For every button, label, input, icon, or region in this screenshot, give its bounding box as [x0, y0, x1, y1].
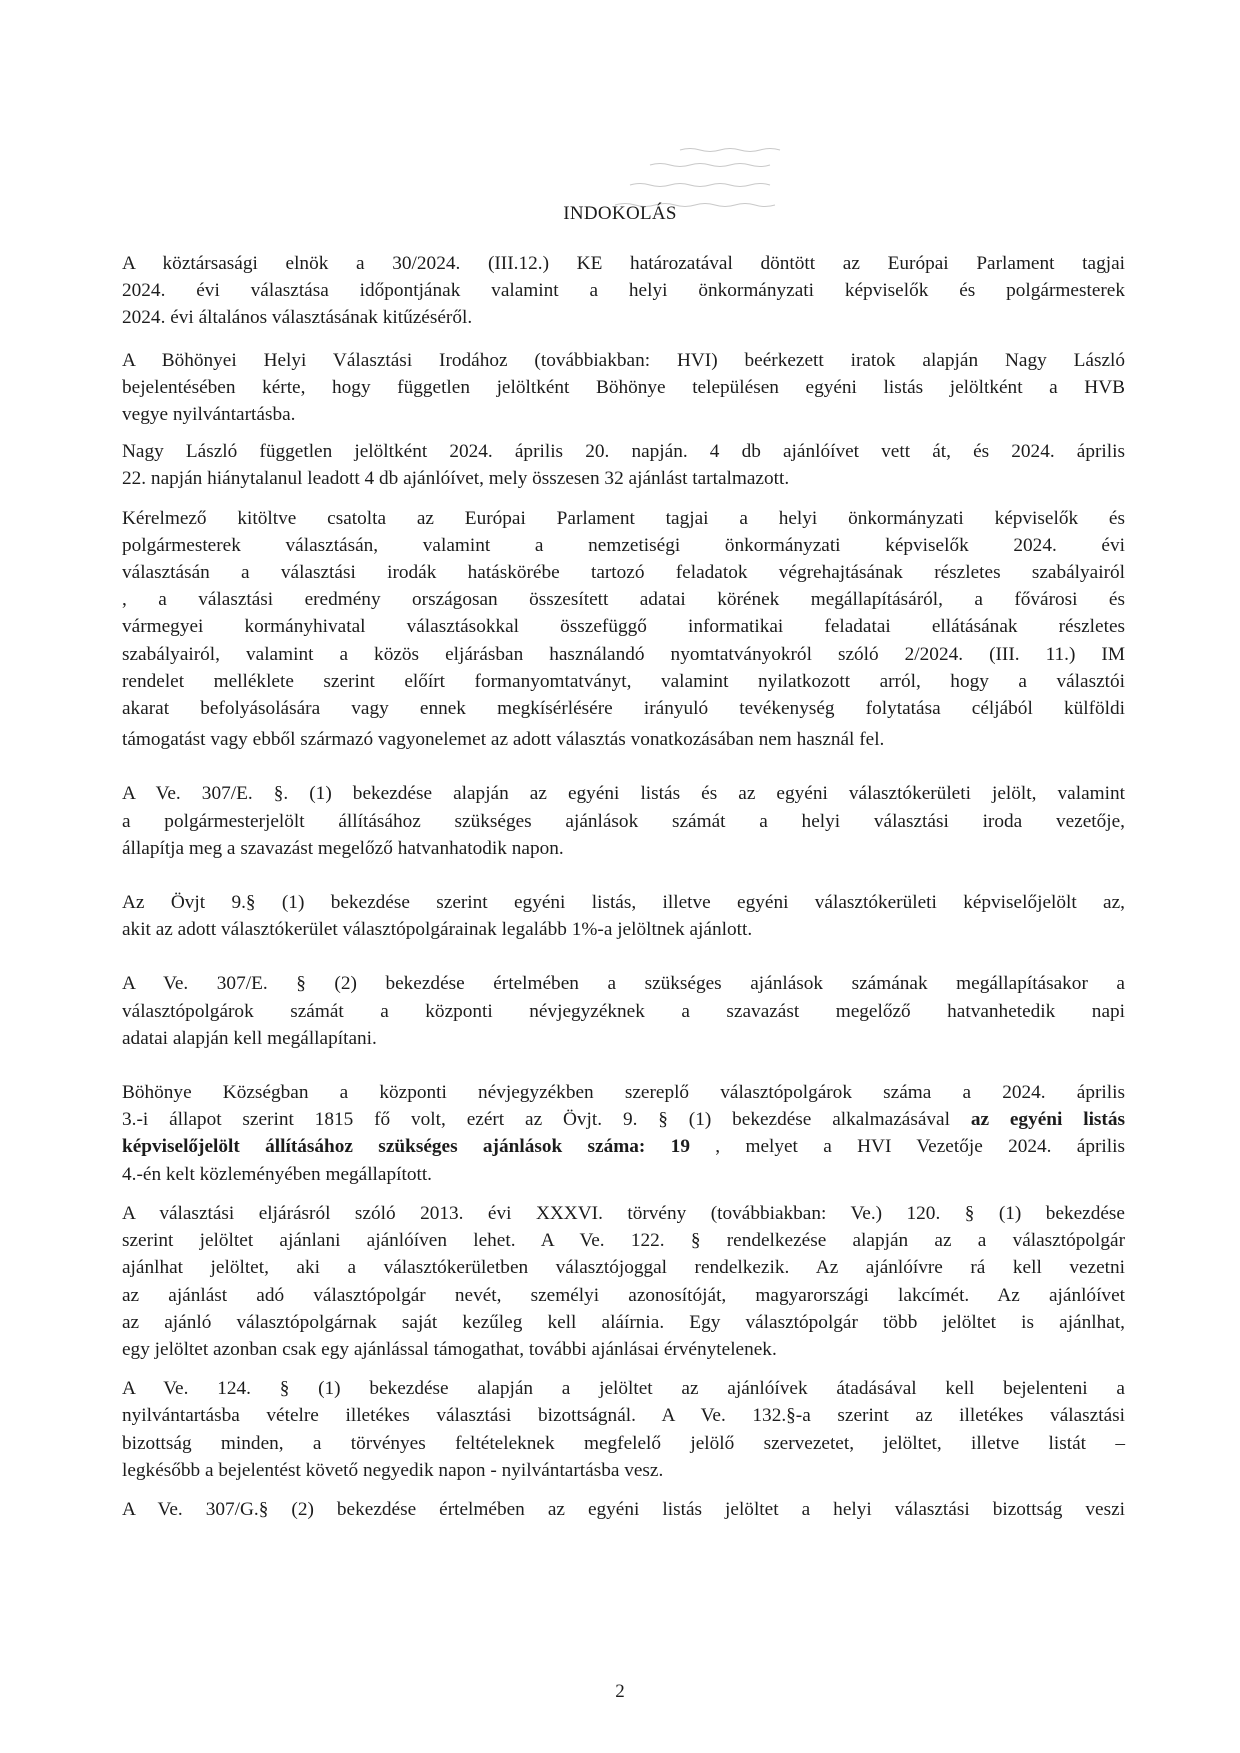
text-line: , a választási eredmény országosan összesített adatai körének megállapításáról, a fővárosi és — [122, 589, 1125, 611]
text-line: A választási eljárásról szóló 2013. évi XXXVI. törvény (továbbiakban: Ve.) 120. § (1) bekezdése — [122, 1202, 1125, 1224]
text-line: ajánlhat jelöltet, aki a választókerületben választójoggal rendelkezik. Az ajánlóívre rá kell vezetni — [122, 1257, 1125, 1279]
text-line: polgármesterek választásán, valamint a nemzetiségi önkormányzati képviselők 2024. évi — [122, 534, 1125, 556]
text-line: A Ve. 307/G.§ (2) bekezdése értelmében az egyéni listás jelöltet a helyi választási bizottság veszi — [122, 1498, 1125, 1520]
paragraph — [122, 970, 1125, 1052]
document-title: INDOKOLÁS — [563, 203, 677, 224]
bold-emphasis: képviselőjelölt állításához szükséges ajánlások száma: 19 — [122, 1136, 690, 1158]
bold-emphasis: az egyéni listás — [970, 1109, 1125, 1131]
text-line: 2024. évi választása időpontjának valamint a helyi önkormányzati képviselők és polgármesterek — [122, 280, 1125, 302]
text-line: A köztársasági elnök a 30/2024. (III.12.) KE határozatával döntött az Európai Parlament tagjai — [122, 253, 1125, 274]
paragraph — [122, 780, 1125, 862]
paragraph — [122, 438, 1125, 492]
text-line: 22. napján hiánytalanul leadott 4 db ajánlóívet, mely összesen 32 ajánlást tartalmazott. — [122, 468, 790, 490]
document-body — [122, 250, 1125, 1523]
text-line: bizottság minden, a törvényes feltételeknek megfelelő jelölő szervezetet, jelöltet, illetve listát – — [122, 1432, 1125, 1454]
text-line: 3.-i állapot szerint 1815 fő volt, ezért az Övjt. 9. § (1) bekezdése alkalmazásával az egyéni listás — [122, 1109, 1125, 1131]
text-line: a polgármesterjelölt állításához szükséges ajánlások számát a helyi választási iroda vezetője, — [122, 810, 1125, 832]
text-line: választásán a választási irodák hatáskörébe tartozó feladatok végrehajtásának részletes szabályairól — [122, 562, 1125, 584]
text-line: nyilvántartásba vételre illetékes választási bizottságnál. A Ve. 132.§-a szerint az illetékes választási — [122, 1405, 1125, 1427]
paragraph — [122, 1079, 1125, 1188]
text-line: Nagy László független jelöltként 2024. április 20. napján. 4 db ajánlóívet vett át, és 2024. április — [122, 441, 1125, 463]
text-line: akit az adott választókerület választópolgárainak legalább 1%-a jelöltnek ajánlott. — [122, 919, 753, 941]
text-line: rendelet melléklete szerint előírt formanyomtatványt, valamint nyilatkozott arról, hogy a választói — [122, 670, 1125, 692]
text-line: választópolgárok számát a központi névjegyzéknek a szavazást megelőző hatvanhetedik napi — [122, 1000, 1125, 1022]
text-line: bejelentésében kérte, hogy független jelöltként Böhönye településen egyéni listás jelöltként a HVB — [122, 376, 1125, 398]
text-line: Böhönye Községban a központi névjegyzékben szereplő választópolgárok száma a 2024. április — [122, 1082, 1125, 1104]
paragraph — [122, 347, 1125, 429]
text-line: akarat befolyásolására vagy ennek megkísérlésére irányuló tevékenység folytatása céljából külföldi — [122, 698, 1125, 720]
text-line: támogatást vagy ebből származó vagyonelemet az adott választás vonatkozásában nem használ fel. — [122, 729, 885, 751]
text-line: Kérelmező kitöltve csatolta az Európai Parlament tagjai a helyi önkormányzati képviselők és — [122, 507, 1125, 529]
paragraph — [122, 250, 1125, 332]
text-line: szabályairól, valamint a közös eljárásban használandó nyomtatványokról szóló 2/2024. (III. 11.) IM — [122, 643, 1125, 665]
text-line: az ajánló választópolgárnak saját kezűleg kell aláírnia. Egy választópolgár több jelöltet is ajánlhat, — [122, 1311, 1125, 1333]
text-line: képviselőjelölt állításához szükséges ajánlások száma: 19 , melyet a HVI Vezetője 2024. április — [122, 1136, 1125, 1158]
text-line: 4.-én kelt közleményében megállapított. — [122, 1163, 432, 1185]
text-line: az ajánlást adó választópolgár nevét, személyi azonosítóját, magyarországi lakcímét. Az ajánlóívet — [122, 1284, 1125, 1306]
text-line: vegye nyilvántartásba. — [122, 404, 296, 426]
text-line: vármegyei kormányhivatal választásokkal összefüggő informatikai feladatai ellátásának részletes — [122, 616, 1125, 638]
text-line: szerint jelöltet ajánlani ajánlóíven lehet. A Ve. 122. § rendelkezése alapján az a választópolgár — [122, 1230, 1125, 1252]
text-line: A Böhönyei Helyi Választási Irodához (továbbiakban: HVI) beérkezett iratok alapján Nagy László — [122, 349, 1125, 371]
text-line: A Ve. 124. § (1) bekezdése alapján a jelöltet az ajánlóívek átadásával kell bejelenteni a — [122, 1378, 1125, 1400]
text-line: 2024. évi általános választásának kitűzéséről. — [122, 307, 473, 329]
text-line: Az Övjt 9.§ (1) bekezdése szerint egyéni listás, illetve egyéni választókerületi képviselőjelölt az, — [122, 892, 1125, 914]
text-line: állapítja meg a szavazást megelőző hatvanhatodik napon. — [122, 837, 564, 859]
paragraph — [122, 1200, 1125, 1363]
text-line: A Ve. 307/E. §. (1) bekezdése alapján az egyéni listás és az egyéni választókerületi jelölt, valamint — [122, 783, 1125, 805]
paragraph — [122, 505, 1125, 754]
paragraph — [122, 889, 1125, 943]
text-line: egy jelöltet azonban csak egy ajánlással támogathat, további ajánlásai érvénytelenek. — [122, 1338, 777, 1360]
text-line: legkésőbb a bejelentést követő negyedik napon - nyilvántartásba vesz. — [122, 1459, 664, 1481]
page-number: 2 — [615, 1681, 625, 1702]
paragraph — [122, 1496, 1125, 1523]
text-line: A Ve. 307/E. § (2) bekezdése értelmében a szükséges ajánlások számának megállapításakor a — [122, 973, 1125, 995]
text-line: adatai alapján kell megállapítani. — [122, 1027, 377, 1049]
paragraph — [122, 1375, 1125, 1484]
